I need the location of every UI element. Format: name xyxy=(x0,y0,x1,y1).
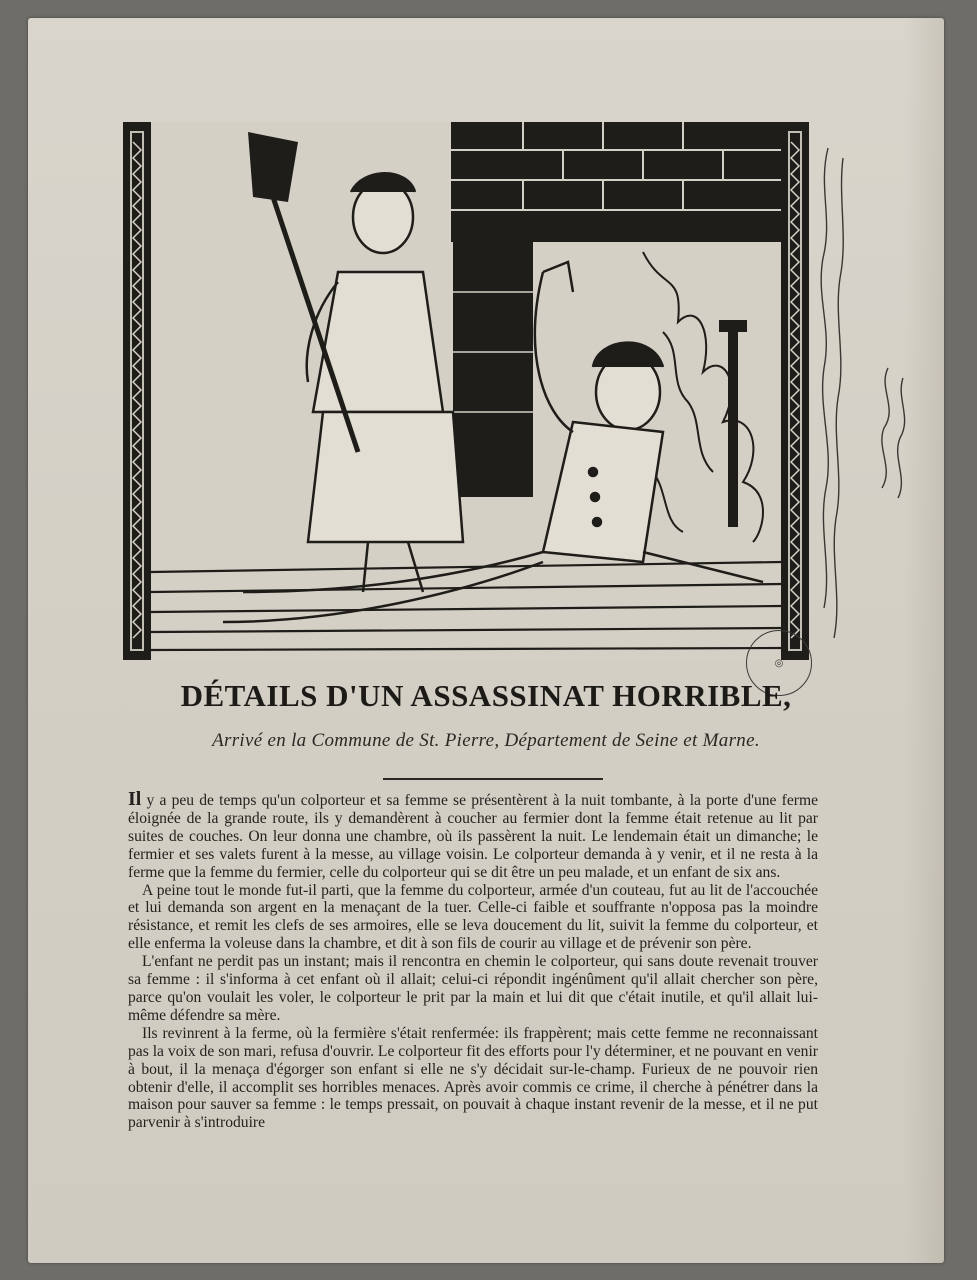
document-title: DÉTAILS D'UN ASSASSINAT HORRIBLE, xyxy=(180,678,792,713)
broadside-sheet xyxy=(28,18,944,1263)
dropcap: Il xyxy=(128,788,142,810)
paragraph-1 xyxy=(128,788,818,882)
paragraph-text: y a peu de temps qu'un colporteur et sa femme se présentèrent à la nuit tombante, à la porte d'une ferme éloignée de la grande route, ils y demandèrent à coucher au fermier dont la femme était retenue au lit par suites de couches. On leur donna une chambre, où ils passèrent la nuit. Le lendemain était un dimanche; le fermier et ses valets furent à la messe, au village voisin. Le colporteur demanda à y venir, et il ne resta à la ferme que la femme du fermier, celle du colporteur qui se dit être un peu malade, et un enfant de six ans. xyxy=(128,792,818,881)
document-subtitle: Arrivé en la Commune de St. Pierre, Département de Seine et Marne. xyxy=(212,730,760,751)
woodcut-scene-art xyxy=(123,122,809,660)
handwritten-margin-note xyxy=(788,128,938,688)
paragraph-4: Ils revinrent à la ferme, où la fermière s'était renfermée: ils frappèrent; mais cette femme ne reconnaissant pas la voix de son mari, refusa d'ouvrir. Le colporteur fit des efforts pour l'y déterminer, et ne pouvant en venir à bout, il la menaça d'égorger son enfant si elle ne s'y décidait sur-le-champ. Furieux de ne pouvoir rien obtenir d'elle, il accomplit ses horribles menaces. Après avoir commis ce crime, il cherche à pénétrer dans la maison pour sauver sa femme : le temps pressait, on pouvait à chaque instant revenir de la messe, et il ne put parvenir à s'introduire xyxy=(128,1024,818,1132)
paragraph-2: A peine tout le monde fut-il parti, que la femme du colporteur, armée d'un couteau, fut au lit de l'accouchée et lui demanda son argent en la menaçant de la tuer. Celle-ci faible et souffrante n'opposa pas la moindre résistance, et remit les clefs de ses armoires, elle se leva doucement du lit, suivit la femme du colporteur, et elle enferma la voleuse dans la chambre, et dit à son fils de courir au village et de prévenir son père. xyxy=(128,881,818,953)
title-rule xyxy=(383,778,603,780)
stamp-mark-icon: ◎ xyxy=(774,657,784,669)
woodcut-illustration xyxy=(123,122,809,660)
paragraph-3: L'enfant ne perdit pas un instant; mais il rencontra en chemin le colporteur, qui sans doute revenait trouver sa femme : il s'informa à cet enfant où il allait; celui-ci répondit ingénûment qu'il allait chercher son père, parce qu'on voulait les voler, le colporteur le prit par la main et lui dit que c'était inutile, et qu'il allait lui-même défendre sa mère. xyxy=(128,953,818,1024)
article-body xyxy=(128,788,818,1132)
